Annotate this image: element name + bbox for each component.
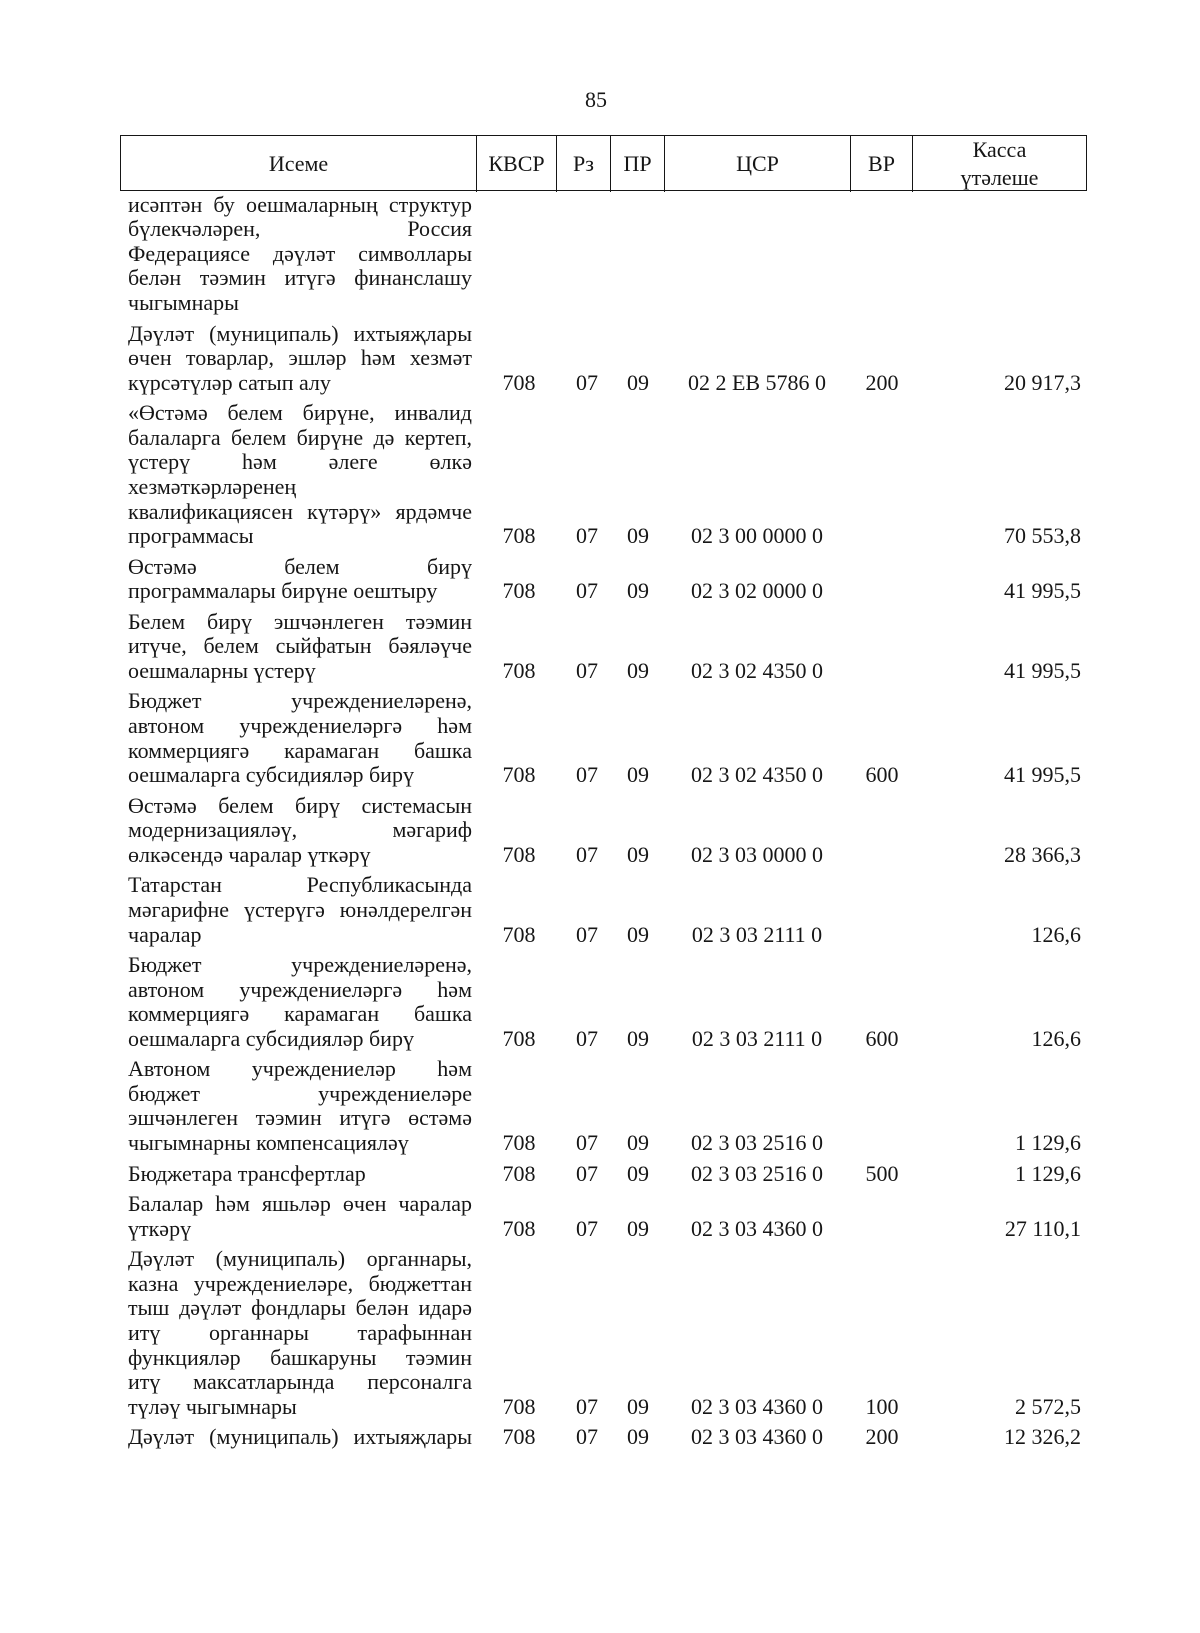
table-row [0, 555, 1200, 604]
row-name [128, 953, 472, 1051]
rz-cell: 07 [576, 762, 598, 788]
row-name-line: бюджет учреждениеләре [128, 1080, 472, 1106]
pr-cell: 09 [627, 762, 649, 788]
csr-cell: 02 2 ЕВ 5786 0 [687, 369, 827, 395]
row-name-line: оешмаларны үстерү [128, 657, 316, 683]
row-name-line: тыш дәүләт фондлары белән идарә [128, 1295, 472, 1321]
kassa-cell: 41 995,5 [1004, 762, 1081, 788]
table-body [0, 193, 1200, 1456]
rz-cell: 07 [576, 1424, 598, 1450]
table-header [120, 135, 1087, 191]
row-name-line: оешмаларга субсидияләр бирү [128, 762, 414, 788]
vr-cell: 100 [865, 1393, 899, 1419]
kvsr-cell: 708 [502, 1424, 536, 1450]
row-name [128, 401, 472, 549]
row-name-line: өчен товарлар, эшләр һәм хезмәт [128, 345, 472, 371]
row-name-line: исәптән бу оешмаларның структур [128, 191, 472, 217]
row-name-line: чыгымнары [128, 290, 239, 316]
row-name-line: өлкәсендә чаралар үткәрү [128, 841, 371, 867]
table-row [0, 322, 1200, 396]
header-kassa-line2: үтәлеше [960, 165, 1039, 190]
rz-cell: 07 [576, 921, 598, 947]
header-kassa [912, 136, 1086, 192]
row-name [128, 322, 472, 396]
row-name-line: белән тәэмин итүгә финанслашу [128, 265, 472, 291]
row-name-line: коммерциягә карамаган башка [128, 737, 472, 763]
kvsr-cell: 708 [502, 1393, 536, 1419]
kassa-cell: 28 366,3 [1004, 841, 1081, 867]
rz-cell: 07 [576, 1130, 598, 1156]
row-name-line: итүче, белем сыйфатын бәяләүче [128, 633, 472, 659]
csr-cell: 02 3 03 0000 0 [691, 841, 823, 867]
kvsr-cell: 708 [502, 523, 536, 549]
table-row [0, 1425, 1200, 1450]
row-name-line: модернизацияләү, мәгариф [128, 817, 472, 843]
row-name-line: Бюджетара трансфертлар [128, 1160, 366, 1186]
kvsr-cell: 708 [502, 1160, 536, 1186]
pr-cell: 09 [627, 921, 649, 947]
kvsr-cell: 708 [502, 762, 536, 788]
csr-cell: 02 3 02 4350 0 [691, 657, 823, 683]
row-name-line: чаралар [128, 921, 202, 947]
row-name-line: Татарстан Республикасында [128, 872, 472, 898]
table-row [0, 401, 1200, 549]
pr-cell: 09 [627, 1160, 649, 1186]
row-name [128, 193, 472, 316]
table-row [0, 193, 1200, 316]
row-name-line: бүлекчәләрен, Россия [128, 216, 472, 242]
kassa-cell: 70 553,8 [1004, 523, 1081, 549]
table-row [0, 1247, 1200, 1419]
rz-cell: 07 [576, 578, 598, 604]
row-name [128, 1192, 472, 1241]
table-row [0, 610, 1200, 684]
row-name-line: үстерү һәм әлеге өлкә [128, 449, 472, 475]
kvsr-cell: 708 [502, 657, 536, 683]
row-name-line: Бюджет учреждениеләренә, [128, 688, 472, 714]
row-name-line: «Өстәмә белем бирүне, инвалид [128, 400, 472, 426]
rz-cell: 07 [576, 369, 598, 395]
header-pr: ПР [610, 136, 664, 192]
rz-cell: 07 [576, 1215, 598, 1241]
row-name-line: казна учреждениеләре, бюджеттан [128, 1270, 472, 1296]
row-name [128, 1057, 472, 1155]
row-name-line: Өстәмә белем бирү системасын [128, 792, 472, 818]
kassa-cell: 1 129,6 [1015, 1130, 1081, 1156]
kassa-cell: 126,6 [1031, 921, 1081, 947]
header-rz: Рз [556, 136, 610, 192]
table-row [0, 689, 1200, 787]
row-name-line: Федерациясе дәүләт символлары [128, 240, 472, 266]
row-name-line: Бюджет учреждениеләренә, [128, 952, 472, 978]
row-name-line: квалификациясен күтәрү» ярдәмче [128, 498, 472, 524]
row-name-line: Дәүләт (муниципаль) ихтыяҗлары [128, 320, 472, 346]
vr-cell: 600 [865, 762, 899, 788]
row-name-line: коммерциягә карамаган башка [128, 1001, 472, 1027]
table-row [0, 1057, 1200, 1155]
row-name [128, 555, 472, 604]
row-name-line: балаларга белем бирүне дә кертеп, [128, 424, 472, 450]
table-row [0, 873, 1200, 947]
row-name-line: программасы [128, 523, 254, 549]
kvsr-cell: 708 [502, 578, 536, 604]
row-name-line: Дәүләт (муниципаль) ихтыяҗлары [128, 1424, 472, 1450]
csr-cell: 02 3 02 4350 0 [691, 762, 823, 788]
pr-cell: 09 [627, 1424, 649, 1450]
kassa-cell: 12 326,2 [1004, 1424, 1081, 1450]
row-name [128, 1425, 472, 1450]
row-name-line: функцияләр башкаруны тәэмин [128, 1344, 472, 1370]
row-name-line: Автоном учреждениеләр һәм [128, 1056, 472, 1082]
row-name [128, 689, 472, 787]
row-name-line: автоном учреждениеләргә һәм [128, 976, 472, 1002]
row-name [128, 1162, 472, 1187]
rz-cell: 07 [576, 1160, 598, 1186]
csr-cell: 02 3 00 0000 0 [691, 523, 823, 549]
kvsr-cell: 708 [502, 921, 536, 947]
pr-cell: 09 [627, 1393, 649, 1419]
header-kassa-line1: Касса [972, 137, 1027, 162]
row-name-line: итү максатларында персоналга [128, 1369, 472, 1395]
rz-cell: 07 [576, 841, 598, 867]
csr-cell: 02 3 03 2111 0 [691, 921, 823, 947]
pr-cell: 09 [627, 1130, 649, 1156]
row-name [128, 1247, 472, 1419]
row-name-line: Балалар һәм яшьләр өчен чаралар [128, 1191, 472, 1217]
row-name-line: Өстәмә белем бирү [128, 553, 472, 579]
kassa-cell: 27 110,1 [1004, 1215, 1081, 1241]
row-name-line: автоном учреждениеләргә һәм [128, 713, 472, 739]
pr-cell: 09 [627, 578, 649, 604]
vr-cell: 600 [865, 1025, 899, 1051]
table-row [0, 794, 1200, 868]
csr-cell: 02 3 02 0000 0 [691, 578, 823, 604]
kvsr-cell: 708 [502, 369, 536, 395]
vr-cell: 500 [865, 1160, 899, 1186]
header-vr: ВР [850, 136, 912, 192]
row-name [128, 794, 472, 868]
kvsr-cell: 708 [502, 1025, 536, 1051]
vr-cell: 200 [865, 1424, 899, 1450]
row-name-line: Дәүләт (муниципаль) органнары, [128, 1246, 472, 1272]
pr-cell: 09 [627, 657, 649, 683]
row-name-line: мәгарифне үстерүгә юнәлдерелгән [128, 896, 472, 922]
row-name-line: эшчәнлеген тәэмин итүгә өстәмә [128, 1105, 472, 1131]
rz-cell: 07 [576, 1025, 598, 1051]
csr-cell: 02 3 03 4360 0 [691, 1215, 823, 1241]
row-name [128, 873, 472, 947]
kassa-cell: 2 572,5 [1015, 1393, 1081, 1419]
row-name-line: күрсәтүләр сатып алу [128, 369, 331, 395]
rz-cell: 07 [576, 1393, 598, 1419]
row-name-line: Белем бирү эшчәнлеген тәэмин [128, 608, 472, 634]
csr-cell: 02 3 03 2111 0 [691, 1025, 823, 1051]
rz-cell: 07 [576, 523, 598, 549]
csr-cell: 02 3 03 2516 0 [691, 1130, 823, 1156]
row-name-line: итү органнары тарафыннан [128, 1319, 472, 1345]
row-name-line: программалары бирүне оештыру [128, 578, 438, 604]
kassa-cell: 1 129,6 [1015, 1160, 1081, 1186]
kvsr-cell: 708 [502, 1215, 536, 1241]
csr-cell: 02 3 03 4360 0 [691, 1393, 823, 1419]
row-name-line: хезмәткәрләренең [128, 474, 297, 499]
row-name-line: түләү чыгымнары [128, 1393, 297, 1419]
table-row [0, 953, 1200, 1051]
rz-cell: 07 [576, 657, 598, 683]
kassa-cell: 126,6 [1031, 1025, 1081, 1051]
row-name-line: оешмаларга субсидияләр бирү [128, 1025, 414, 1051]
header-kvsr: КВСР [476, 136, 556, 192]
kassa-cell: 41 995,5 [1004, 657, 1081, 683]
header-name: Исеме [268, 151, 329, 176]
csr-cell: 02 3 03 2516 0 [691, 1160, 823, 1186]
vr-cell: 200 [865, 369, 899, 395]
pr-cell: 09 [627, 1215, 649, 1241]
pr-cell: 09 [627, 369, 649, 395]
header-csr: ЦСР [664, 136, 850, 192]
row-name [128, 610, 472, 684]
pr-cell: 09 [627, 523, 649, 549]
table-row [0, 1192, 1200, 1241]
row-name-line: чыгымнарны компенсацияләү [128, 1130, 409, 1156]
kvsr-cell: 708 [502, 1130, 536, 1156]
table-row [0, 1162, 1200, 1187]
row-name-line: үткәрү [128, 1215, 192, 1241]
kassa-cell: 41 995,5 [1004, 578, 1081, 604]
page-number: 85 [585, 87, 607, 112]
csr-cell: 02 3 03 4360 0 [691, 1424, 823, 1450]
kvsr-cell: 708 [502, 841, 536, 867]
pr-cell: 09 [627, 841, 649, 867]
pr-cell: 09 [627, 1025, 649, 1051]
kassa-cell: 20 917,3 [1004, 369, 1081, 395]
